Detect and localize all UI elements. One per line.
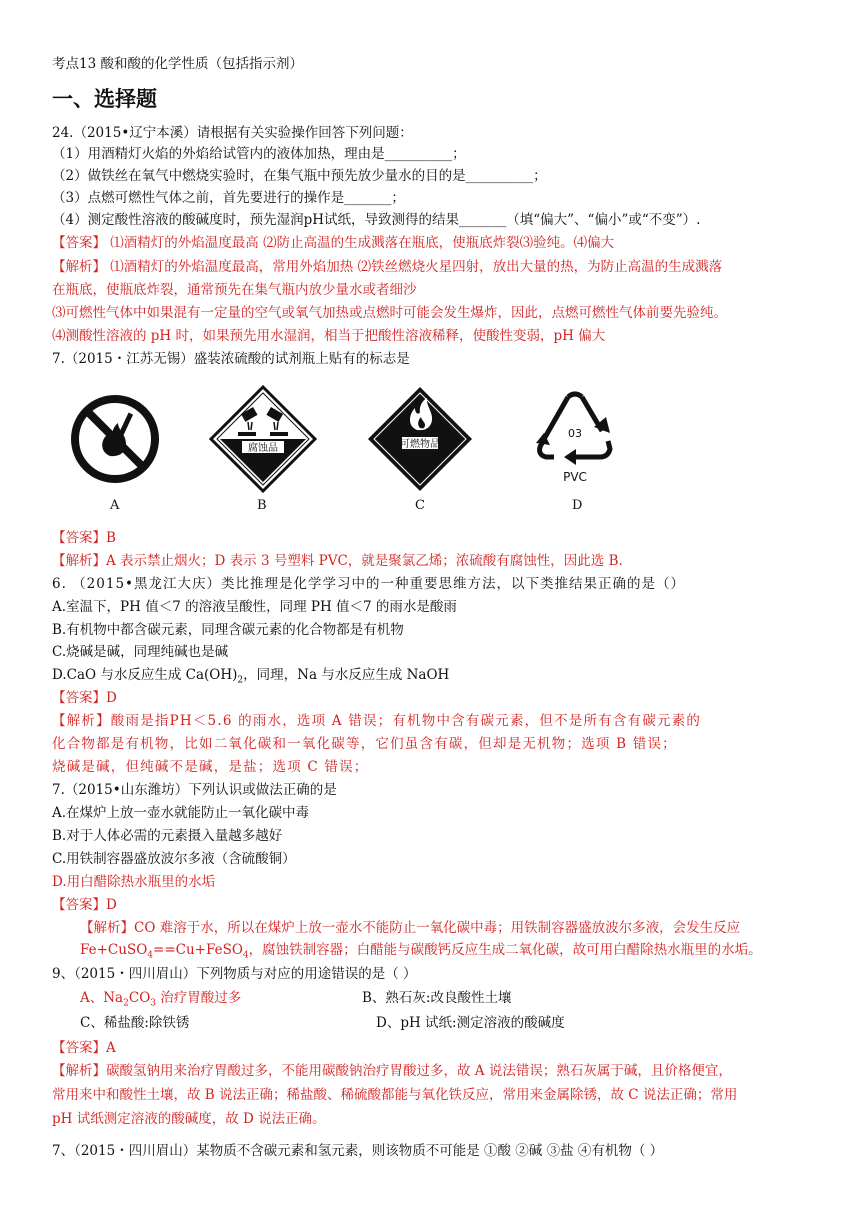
equation-sub1: 4 — [147, 950, 154, 961]
hazard-signs-figure — [60, 384, 660, 514]
sign-label-c: C — [415, 498, 425, 513]
q6-analysis-line1: 【解析】酸雨是指PH＜5.6 的雨水，选项 A 错误；有机物中含有碳元素，但不是所有含有碳元素的 — [52, 713, 702, 729]
q6-analysis-line2: 化合物都是有机物，比如二氧化碳和一氧化碳等，它们虽含有碳，但却是无机物；选项 B 错误； — [52, 736, 677, 752]
q24-analysis-line4: ⑷测酸性溶液的 pH 时，如果预先用水湿润，相当于把酸性溶液稀释，使酸性变弱，pH 偏大 — [52, 328, 606, 344]
q7-weifang-option-b: B.对于人体必需的元素摄入量越多越好 — [52, 828, 283, 844]
section-title: 一、选择题 — [52, 87, 157, 111]
q6-option-d-pre: D.CaO 与水反应生成 Ca(OH) — [52, 667, 238, 683]
sign-label-b: B — [257, 498, 267, 513]
q24-part1: （1）用酒精灯火焰的外焰给试管内的液体加热，理由是__________； — [52, 146, 466, 162]
q6-answer: 【答案】D — [52, 690, 117, 706]
q9-option-d: D、pH 试纸:测定溶液的酸碱度 — [376, 1015, 565, 1031]
q9-option-a-mid: CO — [128, 990, 151, 1006]
q6-option-c: C.烧碱是碱，同理纯碱也是碱 — [52, 644, 229, 660]
recycle-number: 03 — [568, 427, 582, 440]
flammable-sign-text: 可燃物品 — [400, 439, 440, 450]
q9-option-c: C、稀盐酸:除铁锈 — [80, 1015, 190, 1031]
q9-analysis-line2: 常用来中和酸性土壤，故 B 说法正确；稀盐酸、稀硫酸都能与氧化铁反应，常用来金属除锈，故 C 说法正确；常用 — [52, 1087, 738, 1103]
no-fire-sign-icon — [70, 394, 160, 484]
q7-weifang-analysis-line1: 【解析】CO 难溶于水，所以在煤炉上放一壶水不能防止一氧化碳中毒；用铁制容器盛放波尔多液，会发生反应 — [80, 920, 741, 936]
q9-analysis-line1: 【解析】碳酸氢钠用来治疗胃酸过多，不能用碳酸钠治疗胃酸过多，故 A 说法错误；熟石灰属于碱，且价格便宜， — [52, 1063, 732, 1079]
q6-option-d-sub: 2 — [237, 675, 244, 686]
q24-analysis-line1: 【解析】 ⑴酒精灯的外焰温度最高，常用外焰加热 ⑵铁丝燃烧火星四射，放出大量的热，为防止高温的生成溅落 — [52, 259, 723, 275]
q7-wuxi-answer: 【答案】B — [52, 530, 116, 546]
q7-weifang-option-a: A.在煤炉上放一壶水就能防止一氧化碳中毒 — [52, 805, 310, 821]
q7-weifang-option-d: D.用白醋除热水瓶里的水垢 — [52, 874, 216, 890]
q6-option-b: B.有机物中都含碳元素，同理含碳元素的化合物都是有机物 — [52, 622, 404, 638]
equation-part2: ==Cu+FeSO — [153, 942, 243, 958]
q9-option-a-post: 治疗胃酸过多 — [156, 990, 242, 1006]
recycle-pvc-icon — [530, 389, 620, 489]
equation-part1: Fe+CuSO — [80, 942, 148, 958]
topic-header: 考点13 酸和酸的化学性质（包括指示剂） — [52, 56, 303, 72]
q7-wuxi-analysis: 【解析】A 表示禁止烟火；D 表示 3 号塑料 PVC，就是聚氯乙烯；浓硫酸有腐蚀性，因此选 B. — [52, 553, 623, 569]
q24-stem: 24.（2015•辽宁本溪）请根据有关实验操作回答下列问题： — [52, 125, 413, 141]
q9-option-a-sub1: 2 — [123, 998, 129, 1009]
q9-option-a-pre: A、Na — [80, 990, 124, 1006]
q7-wuxi-stem: 7.（2015・江苏无锡）盛装浓硫酸的试剂瓶上贴有的标志是 — [52, 351, 410, 367]
corrosive-sign-icon — [208, 384, 318, 494]
q9-analysis-line3: pH 试纸测定溶液的酸碱度，故 D 说法正确。 — [52, 1111, 326, 1127]
q6-option-a: A.室温下，PH 值＜7 的溶液呈酸性，同理 PH 值＜7 的雨水是酸雨 — [52, 599, 457, 615]
flammable-sign-icon — [365, 384, 475, 494]
equation-sub2: 4 — [242, 950, 249, 961]
sign-label-d: D — [572, 498, 583, 513]
q6-option-d-post: ，同理，Na 与水反应生成 NaOH — [243, 667, 450, 683]
q24-analysis-line3: ⑶可燃性气体中如果混有一定量的空气或氧气加热或点燃时可能会发生爆炸，因此，点燃可燃性气体前要先验纯。 — [52, 305, 727, 321]
recycle-pvc-text: PVC — [563, 470, 587, 484]
q24-analysis-line2: 在瓶底，使瓶底炸裂，通常预先在集气瓶内放少量水或者细沙 — [52, 282, 417, 298]
equation-part3: ，腐蚀铁制容器；白醋能与碳酸钙反应生成二氧化碳，故可用白醋除热水瓶里的水垢。 — [248, 942, 762, 958]
q6-analysis-line3: 烧碱是碱，但纯碱不是碱，是盐；选项 C 错误； — [52, 759, 369, 775]
q24-answer: 【答案】 ⑴酒精灯的外焰温度最高 ⑵防止高温的生成溅落在瓶底，使瓶底炸裂⑶验纯。⑷偏大 — [52, 235, 615, 251]
q6-option-d — [52, 666, 449, 684]
q7-weifang-answer: 【答案】D — [52, 897, 117, 913]
q7-weifang-analysis-line2 — [80, 941, 762, 959]
q7-weifang-option-c: C.用铁制容器盛放波尔多液（含硫酸铜） — [52, 851, 296, 867]
q7-weifang-stem: 7.（2015•山东潍坊）下列认识或做法正确的是 — [52, 782, 337, 798]
q7-meishan-stem: 7、（2015・四川眉山）某物质不含碳元素和氢元素，则该物质不可能是 ①酸 ②碱 ③盐 ④有机物（ ） — [52, 1143, 664, 1159]
corrosive-sign-text: 腐蚀品 — [248, 443, 278, 454]
q9-option-a-sub2: 3 — [150, 998, 156, 1009]
q6-stem: 6. （2015•黑龙江大庆）类比推理是化学学习中的一种重要思维方法，以下类推结果正确的是（） — [52, 576, 685, 592]
q24-part3: （3）点燃可燃性气体之前，首先要进行的操作是_______； — [52, 190, 405, 206]
sign-label-a: A — [110, 498, 120, 513]
q9-stem: 9、（2015・四川眉山）下列物质与对应的用途错误的是（ ） — [52, 966, 417, 982]
q24-part4: （4）测定酸性溶液的酸碱度时，预先湿润pH试纸，导致测得的结果_______（填“偏大”、“偏小”或“不变”）. — [52, 212, 701, 228]
q9-answer: 【答案】A — [52, 1040, 116, 1056]
q24-part2: （2）做铁丝在氧气中燃烧实验时，在集气瓶中预先放少量水的目的是__________； — [52, 168, 547, 184]
q9-option-a — [80, 989, 241, 1007]
q9-option-b: B、熟石灰:改良酸性土壤 — [362, 990, 512, 1006]
